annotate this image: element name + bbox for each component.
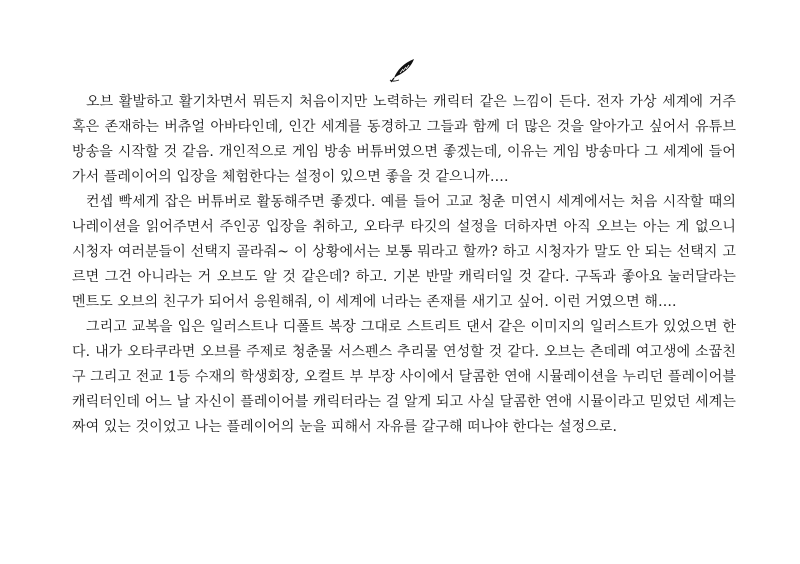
paragraph-2: 컨셉 빡세게 잡은 버튜버로 활동해주면 좋겠다. 예를 들어 고교 청춘 미연시 세계에서는 처음 시작할 때의 나레이션을 읽어주면서 주인공 입장을 취하고, 오타쿠 타깃의 설정을 더하자면 아직 오브는 아는 게 없으니 시청자 여러분들이 선택지 골라줘~ 이 상황에서는 보통 뭐라고 할까? 하고 시청자가 말도 안 되는 선택지 고르면 그건 아니라는 거 오브도 알 것 같은데? 하고. 기본 반말 캐릭터일 것 같다. 구독과 좋아요 눌러달라는 멘트도 오브의 친구가 되어서 응원해줘, 이 세계에 너라는 존재를 새기고 싶어. 이런 거였으면 해….: [72, 194, 736, 310]
paragraph-1: 오브 활발하고 활기차면서 뭐든지 처음이지만 노력하는 캐릭터 같은 느낌이 든다. 전자 가상 세계에 거주 혹은 존재하는 버츄얼 아바타인데, 인간 세계를 동경하고 그들과 함께 더 많은 것을 알아가고 싶어서 유튜브 방송을 시작할 것 같음. 개인적으로 게임 방송 버튜버였으면 좋겠는데, 이유는 게임 방송마다 그 세계에 들어가서 플레이어의 입장을 체험한다는 설정이 있으면 좋을 것 같으니까….: [72, 94, 736, 185]
quill-feather-icon: [388, 56, 416, 84]
paragraph-3: 그리고 교복을 입은 일러스트나 디폴트 복장 그대로 스트리트 댄서 같은 이미지의 일러스트가 있었으면 한다. 내가 오타쿠라면 오브를 주제로 청춘물 서스펜스 추리물 연성할 것 같다. 오브는 츤데레 여고생에 소꿉친구 그리고 전교 1등 수재의 학생회장, 오컬트 부 부장 사이에서 달콤한 연애 시뮬레이션을 누리던 플레이어블 캐릭터인데 어느 날 자신이 플레이어블 캐릭터라는 걸 알게 되고 사실 달콤한 연애 시뮬이라고 믿었던 세계는 짜여 있는 것이었고 나는 플레이어의 눈을 피해서 자유를 갈구해 떠나야 한다는 설정으로.: [72, 319, 736, 435]
body-text: [72, 90, 736, 440]
